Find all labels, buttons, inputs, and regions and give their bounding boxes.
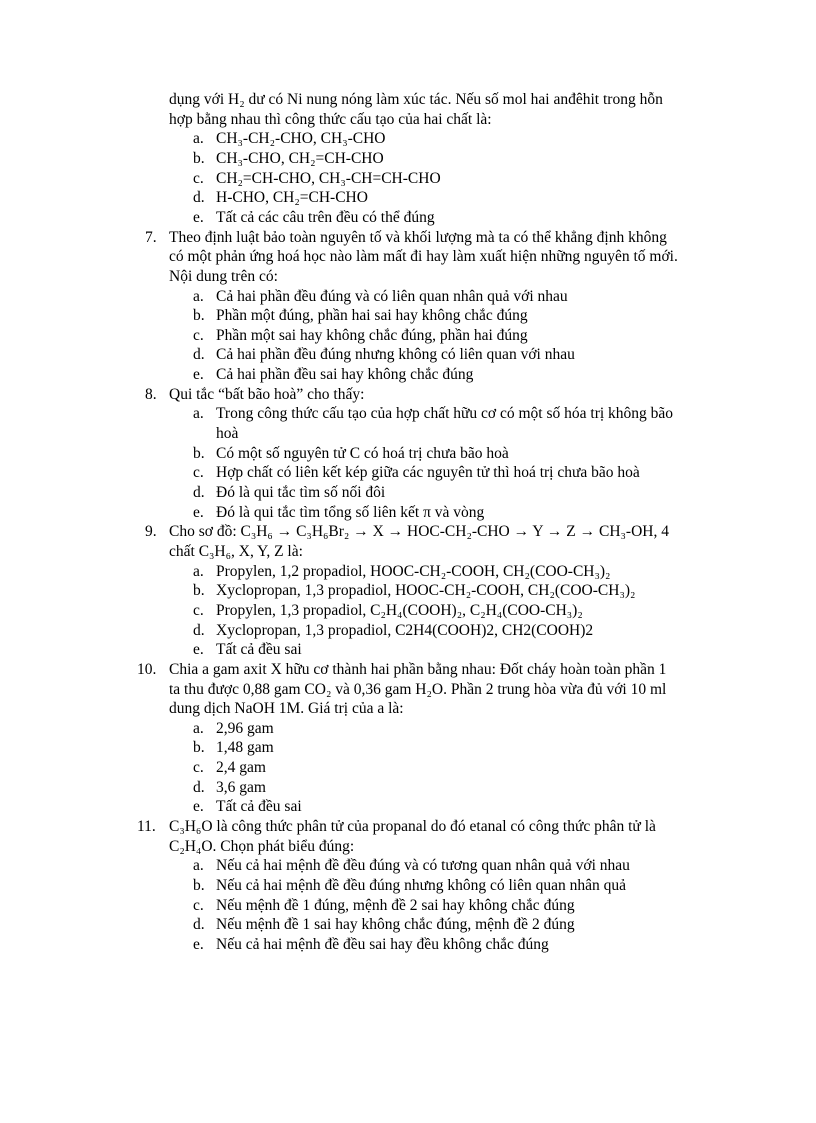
- option-letter: c.: [193, 759, 204, 777]
- option-letter: c.: [193, 169, 204, 187]
- option-letter: d.: [193, 484, 205, 501]
- option-letter: a.: [193, 130, 204, 148]
- option-text: CH₃-CH₂-CHO, CH₃-CHO: [216, 130, 386, 148]
- option-text: Cả hai phần đều đúng và có liên quan nhân quả với nhau: [216, 287, 568, 305]
- option-text: 1,48 gam: [216, 739, 274, 757]
- option-text: Propylen, 1,3 propadiol, C₂H₄(COOH)₂, C₂H₄(COO-CH₃)₂: [216, 601, 583, 619]
- option-letter: e.: [193, 935, 204, 953]
- question-number: 10.: [137, 660, 157, 678]
- option-text: Nếu mệnh đề 1 sai hay không chắc đúng, mệnh đề 2 đúng: [216, 916, 575, 934]
- option-text: Xyclopropan, 1,3 propadiol, HOOC-CH₂-COOH, CH₂(COO-CH₃)₂: [216, 582, 636, 600]
- option-letter: a.: [193, 719, 204, 737]
- option-letter: e.: [193, 641, 204, 659]
- option-text: Phần một sai hay không chắc đúng, phần hai đúng: [216, 326, 528, 344]
- question-number: 8.: [145, 385, 157, 403]
- question-text-line: Theo định luật bảo toàn nguyên tố và khối lượng mà ta có thể khẳng định không: [169, 228, 667, 246]
- option-text: 3,6 gam: [216, 778, 266, 796]
- question-text-line: dung dịch NaOH 1M. Giá trị của a là:: [169, 700, 404, 718]
- option-letter: e.: [193, 208, 204, 226]
- option-text: Nếu cả hai mệnh đề đều đúng và có tương quan nhân quả với nhau: [216, 857, 630, 875]
- option-text: H-CHO, CH₂=CH-CHO: [216, 189, 368, 207]
- option-text: Tất cả các câu trên đều có thể đúng: [216, 208, 435, 226]
- question-text-line: hợp bằng nhau thì công thức cấu tạo của hai chất là:: [169, 110, 492, 128]
- option-text: Tất cả đều sai: [216, 798, 302, 816]
- question-text-line: Chia a gam axit X hữu cơ thành hai phần bằng nhau: Đốt cháy hoàn toàn phần 1: [169, 660, 667, 678]
- option-text: 2,4 gam: [216, 759, 266, 777]
- option-letter: b.: [193, 307, 205, 325]
- option-letter: b.: [193, 877, 205, 894]
- option-letter: a.: [193, 562, 204, 580]
- question-text-line: Nội dung trên có:: [169, 267, 278, 285]
- option-letter: c.: [193, 326, 204, 344]
- option-letter: b.: [193, 444, 205, 462]
- option-letter: e.: [193, 503, 204, 521]
- option-text: Trong công thức cấu tạo của hợp chất hữu cơ có một số hóa trị không bão: [216, 405, 674, 423]
- option-text: Tất cả đều sai: [216, 641, 302, 659]
- option-text: Đó là qui tắc tìm tổng số liên kết π và vòng: [216, 503, 485, 521]
- option-text: hoà: [216, 425, 239, 443]
- question-number: 11.: [137, 818, 156, 836]
- question-text-line: chất C₃H₆, X, Y, Z là:: [169, 542, 303, 560]
- option-text: CH₂=CH-CHO, CH₃-CH=CH-CHO: [216, 169, 441, 187]
- question-text-line: ta thu được 0,88 gam CO₂ và 0,36 gam H₂O. Phần 2 trung hòa vừa đủ với 10 ml: [169, 680, 667, 698]
- option-letter: a.: [193, 857, 204, 875]
- option-letter: b.: [193, 149, 205, 167]
- option-text: Cả hai phần đều đúng nhưng không có liên quan với nhau: [216, 346, 575, 364]
- question-text-line: Qui tắc “bất bão hoà” cho thấy:: [169, 385, 365, 403]
- option-letter: b.: [193, 582, 205, 600]
- option-letter: c.: [193, 601, 204, 619]
- option-text: Xyclopropan, 1,3 propadiol, C2H4(COOH)2, CH2(COOH)2: [216, 621, 594, 639]
- option-text: CH₃-CHO, CH₂=CH-CHO: [216, 149, 384, 167]
- option-text: Nếu cả hai mệnh đề đều đúng nhưng không có liên quan nhân quả: [216, 877, 627, 894]
- question-number: 9.: [145, 523, 157, 541]
- option-text: Propylen, 1,2 propadiol, HOOC-CH₂-COOH, CH₂(COO-CH₃)₂: [216, 562, 611, 580]
- option-text: 2,96 gam: [216, 719, 274, 737]
- option-text: Phần một đúng, phần hai sai hay không chắc đúng: [216, 307, 528, 325]
- option-text: Cả hai phần đều sai hay không chắc đúng: [216, 366, 474, 384]
- option-letter: a.: [193, 287, 204, 305]
- option-letter: b.: [193, 739, 205, 757]
- option-letter: c.: [193, 464, 204, 482]
- question-text-line: Cho sơ đồ: C₃H₆ → C₃H₆Br₂ → X → HOC-CH₂-CHO → Y → Z → CH₃-OH, 4: [169, 523, 669, 541]
- option-letter: e.: [193, 366, 204, 384]
- question-text-line: có một phản ứng hoá học nào làm mất đi hay làm xuất hiện những nguyên tố mới.: [169, 248, 678, 266]
- question-text-line: C₃H₆O là công thức phân tử của propanal do đó etanal có công thức phân tử là: [169, 818, 656, 836]
- option-letter: d.: [193, 621, 205, 639]
- question-number: 7.: [145, 228, 157, 246]
- option-text: Có một số nguyên tử C có hoá trị chưa bão hoà: [216, 444, 509, 462]
- option-letter: d.: [193, 189, 205, 207]
- question-text-line: C₂H₄O. Chọn phát biểu đúng:: [169, 837, 355, 855]
- option-letter: d.: [193, 916, 205, 934]
- question-text-line: dụng với H₂ dư có Ni nung nóng làm xúc tác. Nếu số mol hai anđêhit trong hỗn: [169, 91, 663, 108]
- option-text: Nếu mệnh đề 1 đúng, mệnh đề 2 sai hay không chắc đúng: [216, 896, 575, 914]
- option-text: Hợp chất có liên kết kép giữa các nguyên tử thì hoá trị chưa bão hoà: [216, 464, 640, 482]
- option-text: Đó là qui tắc tìm số nối đôi: [216, 484, 386, 501]
- option-letter: a.: [193, 405, 204, 423]
- option-letter: c.: [193, 896, 204, 914]
- option-text: Nếu cả hai mệnh đề đều sai hay đều không chắc đúng: [216, 935, 549, 953]
- option-letter: d.: [193, 346, 205, 364]
- option-letter: d.: [193, 778, 205, 796]
- option-letter: e.: [193, 798, 204, 816]
